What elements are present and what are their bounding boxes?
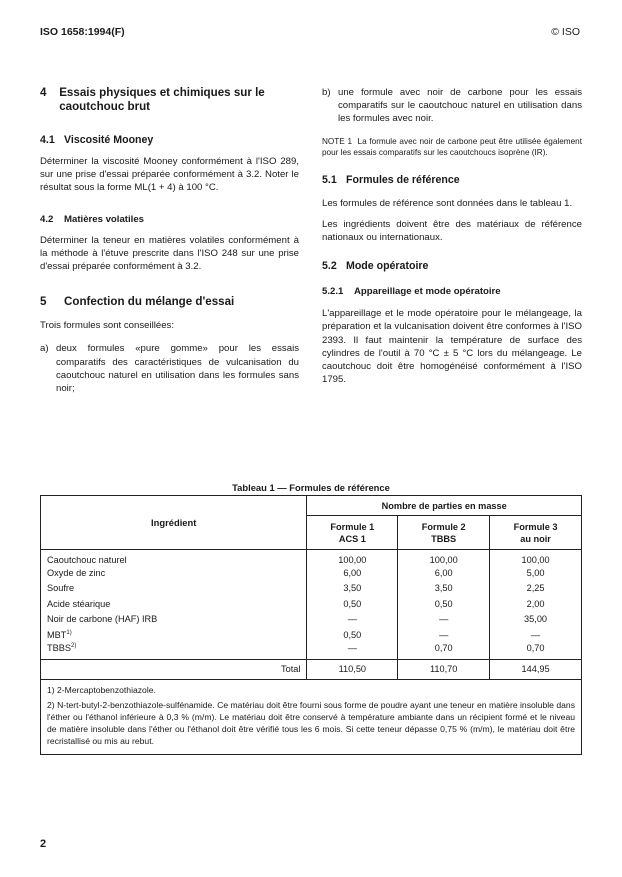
section-5-1-para-2: Les ingrédients doivent être des matériaux de référence nationaux ou internationaux. [322,218,582,244]
formula-1-header [307,516,398,550]
value-formula-2: 100,00 [398,550,490,566]
footnote-ref: 2) [71,642,77,649]
formula-2-name: Formule 2 [421,521,466,532]
section-4-2-heading [40,213,299,226]
list-item-label: b) [322,87,331,98]
value-formula-2: 0,50 [398,596,490,612]
ingredient-header: Ingrédient [41,496,307,550]
table-body [41,550,582,660]
formula-2-header [398,516,490,550]
ingredient-name: MBT [47,629,67,640]
value-formula-1: — [307,643,398,660]
value-formula-1: 0,50 [307,627,398,643]
footnote-2: 2) N-tert-butyl-2-benzothiazole-sulfénamide. Ce matériau doit être fourni sous forme de poudre ayant une teneur en matière insoluble dans l'éther ou l'éthanol inférieure à 0,3 % (m/m). Le matériau doit être conservé à température ambiante dans un récipient formé et le niveau de matière insoluble dans l'éther ou l'éthanol doit être vérifié tous les 6 mois. Si cette teneur dépasse 0,75 % (m/m), le matériau doit être recristallisé ou mis au rebut. [47,699,575,746]
section-title: Mode opératoire [346,260,429,273]
ingredient-name: Oxyde de zinc [47,567,106,578]
formula-3-header [490,516,582,550]
value-formula-3: 5,00 [490,565,582,581]
table-row [41,550,582,566]
formula-1-name: Formule 1 [330,521,375,532]
value-formula-1: — [307,612,398,628]
copyright-mark: © ISO [551,26,580,38]
footnote-ref: 1) [66,629,72,636]
value-formula-1: 3,50 [307,581,398,597]
section-5-2-1-text: L'appareillage et le mode opératoire pour le mélangeage, la préparation et la vulcanisation doivent être conformes à l'ISO 2393. Il faut maintenir la température de surface des cylindres de l'outil à 70 °C ± 5 °C lors du mélangeage. Le caoutchouc doit être homogénéisé conformément à l'ISO 1795. [322,308,582,386]
ingredient-cell [41,612,307,628]
section-title: Matières volatiles [64,213,144,225]
table-row [41,565,582,581]
ingredient-cell [41,596,307,612]
page-number: 2 [40,838,47,850]
parts-by-mass-header: Nombre de parties en masse [307,496,582,516]
total-formula-3: 144,95 [490,659,582,679]
section-4-2-text: Déterminer la teneur en matières volatiles conformément à la méthode à l'étuve prescrite dans l'ISO 248 sur une prise d'essai préparée conformément à 3.2. [40,234,299,273]
value-formula-3: 100,00 [490,550,582,566]
total-label: Total [41,659,307,679]
value-formula-3: 2,25 [490,581,582,597]
left-column [40,86,299,395]
section-5-1-heading [322,174,582,187]
ingredient-cell [41,581,307,597]
section-number: 5 [40,295,47,309]
ingredient-cell [41,565,307,581]
value-formula-3: — [490,627,582,643]
right-column [322,86,582,386]
total-formula-2: 110,70 [398,659,490,679]
section-title: Appareillage et mode opératoire [354,286,501,298]
ingredient-name: Soufre [47,583,75,594]
formula-1-code: ACS 1 [338,533,366,544]
section-number: 5.1 [322,173,337,186]
section-4-heading [40,86,299,114]
footnote-1: 1) 2-Mercaptobenzothiazole. [47,684,156,695]
section-number: 4.1 [40,134,55,146]
document-id: ISO 1658:1994(F) [40,26,125,38]
value-formula-2: 6,00 [398,565,490,581]
section-number: 5.2 [322,260,337,273]
formula-3-code: au noir [520,533,551,544]
note-text: La formule avec noir de carbone peut être utilisée également pour les essais comparatifs sur les caoutchoucs isoprène (IR). [322,136,582,157]
value-formula-2: 3,50 [398,581,490,597]
ingredient-name: Noir de carbone (HAF) IRB [47,614,158,625]
value-formula-1: 0,50 [307,596,398,612]
section-4-1-heading [40,134,299,147]
section-title: Essais physiques et chimiques sur le caoutchouc brut [59,86,265,113]
section-number: 4 [40,86,47,99]
table-caption: Tableau 1 — Formules de référence [232,482,390,493]
section-4-1-text: Déterminer la viscosité Mooney conformément à l'ISO 289, sur une prise d'essai préparée conformément à 3.2. Noter le résultat sous la forme ML(1 + 4) à 100 °C. [40,156,299,194]
total-formula-1: 110,50 [307,659,398,679]
table-row [41,581,582,597]
section-5-heading [40,295,299,309]
formula-2-code: TBBS [431,533,457,544]
note-label: NOTE 1 [322,136,353,146]
ingredient-name: TBBS [47,642,71,653]
section-5-1-para-1: Les formules de référence sont données dans le tableau 1. [322,197,573,209]
value-formula-1: 6,00 [307,565,398,581]
ingredient-name: Caoutchouc naturel [47,555,127,565]
table-row [41,627,582,643]
section-5-2-heading [322,260,582,273]
reference-formulas-table [40,495,582,755]
ingredient-cell [41,627,307,643]
section-5-intro: Trois formules sont conseillées: [40,320,175,332]
section-title: Viscosité Mooney [64,134,154,146]
value-formula-3: 35,00 [490,612,582,628]
ingredient-name: Acide stéarique [47,598,111,609]
table-row [41,612,582,628]
section-5-2-1-heading [322,285,582,298]
formula-3-name: Formule 3 [513,521,558,532]
list-item [40,342,299,395]
value-formula-3: 0,70 [490,643,582,660]
value-formula-1: 100,00 [307,550,398,566]
list-item-text: deux formules «pure gomme» pour les essais comparatifs des caractéristiques de vulcanisation du caoutchouc naturel en utilisation dans les formules sans noir; [56,343,299,395]
section-title: Formules de référence [346,173,460,186]
list-item [322,86,582,126]
ingredient-cell [41,643,307,660]
section-title: Confection du mélange d'essai [64,295,235,309]
table-footnotes [41,679,582,754]
table-row [41,596,582,612]
section-number: 5.2.1 [322,286,344,298]
list-item-label: a) [40,343,49,355]
section-number: 4.2 [40,213,54,225]
value-formula-3: 2,00 [490,596,582,612]
ingredient-cell [41,550,307,566]
table-row [41,643,582,660]
value-formula-2: — [398,612,490,628]
value-formula-2: 0,70 [398,643,490,660]
note-1 [322,136,582,158]
value-formula-2: — [398,627,490,643]
list-item-text: une formule avec noir de carbone pour les essais comparatifs sur le caoutchouc naturel en utilisation dans les formules avec noir. [338,87,582,125]
